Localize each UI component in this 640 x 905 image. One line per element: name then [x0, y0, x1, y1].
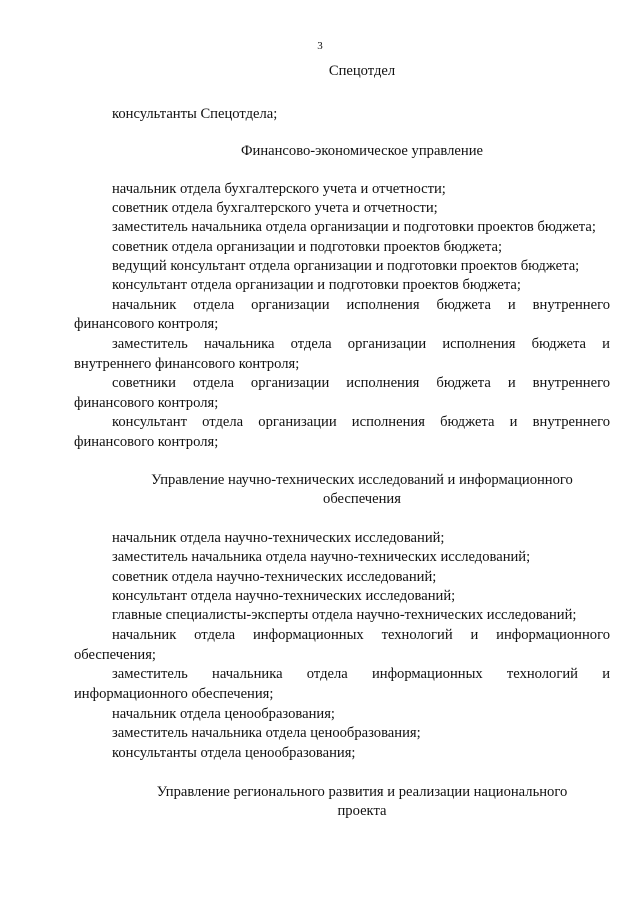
section-heading-spetsotdel: Спецотдел: [328, 63, 396, 79]
list-item: консультанты Спецотдела;: [112, 106, 278, 122]
list-item: главные специалисты-эксперты отдела научно-технических исследований;: [112, 607, 577, 623]
list-item-continuation: обеспечения;: [74, 647, 156, 663]
list-item: заместитель начальника отдела научно-технических исследований;: [112, 549, 531, 565]
list-item: консультанты отдела ценообразования;: [112, 745, 356, 761]
list-item-continuation: финансового контроля;: [74, 434, 219, 450]
list-item: консультант отдела организации исполнения бюджета и внутреннего: [112, 414, 610, 430]
page-number: 3: [317, 40, 323, 52]
list-item: заместитель начальника отдела информационных технологий и: [112, 666, 610, 682]
list-item-continuation: внутреннего финансового контроля;: [74, 356, 300, 372]
list-item: советник отдела научно-технических исследований;: [112, 569, 437, 585]
list-item: заместитель начальника отдела ценообразования;: [112, 725, 421, 741]
list-item: консультант отдела научно-технических исследований;: [112, 588, 456, 604]
list-item: заместитель начальника отдела организации исполнения бюджета и: [112, 336, 610, 352]
list-item: начальник отдела бухгалтерского учета и отчетности;: [112, 181, 446, 197]
list-item-continuation: информационного обеспечения;: [74, 686, 274, 702]
list-item: советники отдела организации исполнения бюджета и внутреннего: [112, 375, 610, 391]
list-item: начальник отдела ценообразования;: [112, 706, 335, 722]
list-item: консультант отдела организации и подготовки проектов бюджета;: [112, 277, 521, 293]
list-item: начальник отдела информационных технологий и информационного: [112, 627, 610, 643]
section-heading-regional-cont: проекта: [337, 803, 387, 819]
list-item: начальник отдела научно-технических исследований;: [112, 530, 445, 546]
list-item: советник отдела организации и подготовки проектов бюджета;: [112, 239, 503, 255]
list-item-continuation: финансового контроля;: [74, 395, 219, 411]
list-item: советник отдела бухгалтерского учета и отчетности;: [112, 200, 438, 216]
list-item-continuation: финансового контроля;: [74, 316, 219, 332]
list-item: заместитель начальника отдела организации и подготовки проектов бюджета;: [112, 219, 596, 235]
section-heading-finance: Финансово-экономическое управление: [241, 143, 483, 159]
list-item: ведущий консультант отдела организации и подготовки проектов бюджета;: [112, 258, 580, 274]
section-heading-science: Управление научно-технических исследований и информационного: [151, 472, 573, 488]
section-heading-regional: Управление регионального развития и реализации национального: [156, 784, 568, 800]
section-heading-science-cont: обеспечения: [323, 491, 401, 507]
list-item: начальник отдела организации исполнения бюджета и внутреннего: [112, 297, 610, 313]
